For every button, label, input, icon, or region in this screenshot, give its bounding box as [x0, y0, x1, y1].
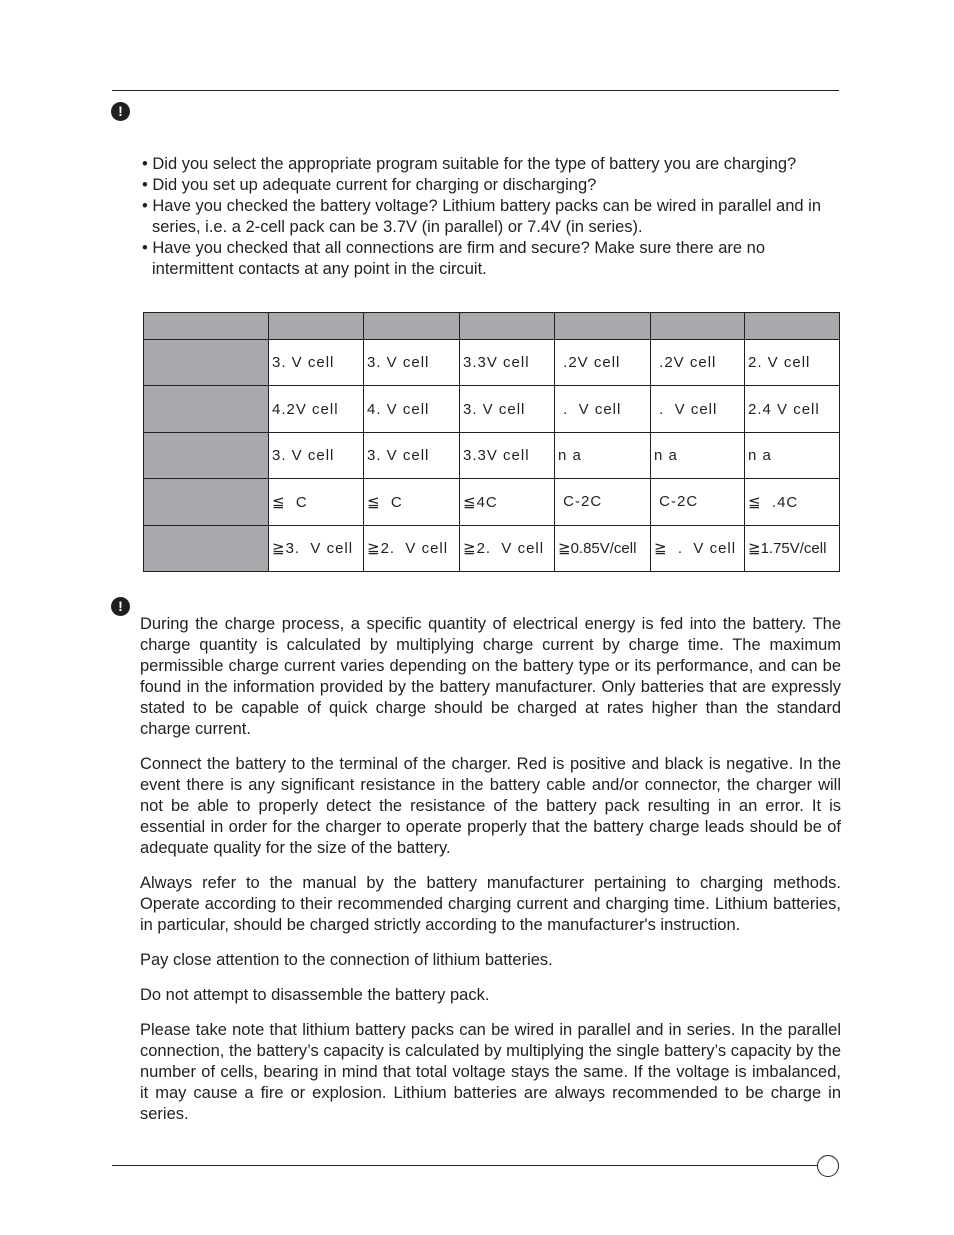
table-cell: ≧1.75V/cell: [745, 525, 840, 571]
header-rule: [112, 90, 839, 91]
paragraph: During the charge process, a specific quantity of electrical energy is fed into the battery. The charge quantity is calculated by multiplying charge current by charge time. The maximum permissible charge current varies depending on the battery type or its performance, and can be found in the information provided by the battery manufacturer. Only batteries that are expressly stated to be capable of quick charge should be charged at rates higher than the standard charge current.: [140, 615, 841, 738]
row-label-cell: [144, 340, 269, 386]
table-header-cell: [269, 313, 364, 340]
paragraph: Pay close attention to the connection of lithium batteries.: [140, 951, 553, 969]
table-cell: ≧2. V cell: [460, 525, 555, 571]
table-cell: C-2C: [651, 479, 745, 525]
checklist: [142, 154, 842, 280]
warning-icon: !: [111, 597, 130, 616]
table-cell: ≦4C: [460, 479, 555, 525]
table-header-cell: [460, 313, 555, 340]
table-cell: ≦ .4C: [745, 479, 840, 525]
warning-icon: !: [111, 102, 130, 121]
table-cell: . V cell: [651, 386, 745, 432]
table-header-cell: [745, 313, 840, 340]
table-cell: 3. V cell: [460, 386, 555, 432]
table-cell: 3. V cell: [364, 340, 460, 386]
charging-notes: [140, 614, 841, 1139]
table-header-cell: [555, 313, 651, 340]
table-cell: 3. V cell: [269, 340, 364, 386]
page-number-circle: [817, 1155, 839, 1177]
table-row: [144, 479, 840, 525]
table-cell: 4.2V cell: [269, 386, 364, 432]
table-cell: 3. V cell: [269, 432, 364, 478]
row-label-cell: [144, 432, 269, 478]
checklist-item: • Have you checked that all connections are firm and secure? Make sure there are no intermittent contacts at any point in the circuit.: [142, 239, 766, 278]
table-cell: .2V cell: [651, 340, 745, 386]
checklist-item: • Did you select the appropriate program suitable for the type of battery you are charging?: [142, 155, 797, 173]
table-row: [144, 525, 840, 571]
table-cell: ≧0.85V/cell: [555, 525, 651, 571]
table-cell: 2.4 V cell: [745, 386, 840, 432]
checklist-item: • Did you set up adequate current for charging or discharging?: [142, 176, 597, 194]
footer-rule: [112, 1165, 818, 1166]
table-header-cell: [651, 313, 745, 340]
checklist-item: • Have you checked the battery voltage? Lithium battery packs can be wired in parallel and in series, i.e. a 2-cell pack can be 3.7V (in parallel) or 7.4V (in series).: [142, 197, 821, 236]
table-row: [144, 386, 840, 432]
row-label-cell: [144, 479, 269, 525]
table-cell: ≦ C: [364, 479, 460, 525]
table-cell: 2. V cell: [745, 340, 840, 386]
table-cell: n a: [651, 432, 745, 478]
battery-spec-table: [143, 312, 840, 572]
table-header-cell: [144, 313, 269, 340]
table-cell: . V cell: [555, 386, 651, 432]
table-row: [144, 340, 840, 386]
table-cell: ≧ . V cell: [651, 525, 745, 571]
table-cell: 4. V cell: [364, 386, 460, 432]
table-cell: C-2C: [555, 479, 651, 525]
table-header-row: [144, 313, 840, 340]
table-row: [144, 432, 840, 478]
paragraph: Do not attempt to disassemble the battery pack.: [140, 986, 490, 1004]
table-header-cell: [364, 313, 460, 340]
table-cell: .2V cell: [555, 340, 651, 386]
table-cell: ≦ C: [269, 479, 364, 525]
table-cell: ≧2. V cell: [364, 525, 460, 571]
table-cell: n a: [745, 432, 840, 478]
paragraph: Connect the battery to the terminal of the charger. Red is positive and black is negative. In the event there is any significant resistance in the battery cable and/or connector, the charger will not be able to properly detect the resistance of the battery pack resulting in an error. It is essential in order for the charger to operate properly that the battery charge leads should be of adequate quality for the size of the battery.: [140, 755, 841, 857]
table-cell: 3.3V cell: [460, 340, 555, 386]
table-cell: n a: [555, 432, 651, 478]
paragraph: Always refer to the manual by the battery manufacturer pertaining to charging methods. Operate according to their recommended charging current and charging time. Lithium batteries, in particular, should be charged strictly according to the manufacturer's instruction.: [140, 874, 841, 934]
table-cell: 3.3V cell: [460, 432, 555, 478]
paragraph: Please take note that lithium battery packs can be wired in parallel and in series. In the parallel connection, the battery’s capacity is calculated by multiplying the single battery’s capacity by the number of cells, bearing in mind that total voltage stays the same. If the voltage is imbalanced, it may cause a fire or explosion. Lithium batteries are always recommended to be charge in series.: [140, 1021, 841, 1123]
row-label-cell: [144, 386, 269, 432]
row-label-cell: [144, 525, 269, 571]
table-cell: ≧3. V cell: [269, 525, 364, 571]
table-cell: 3. V cell: [364, 432, 460, 478]
